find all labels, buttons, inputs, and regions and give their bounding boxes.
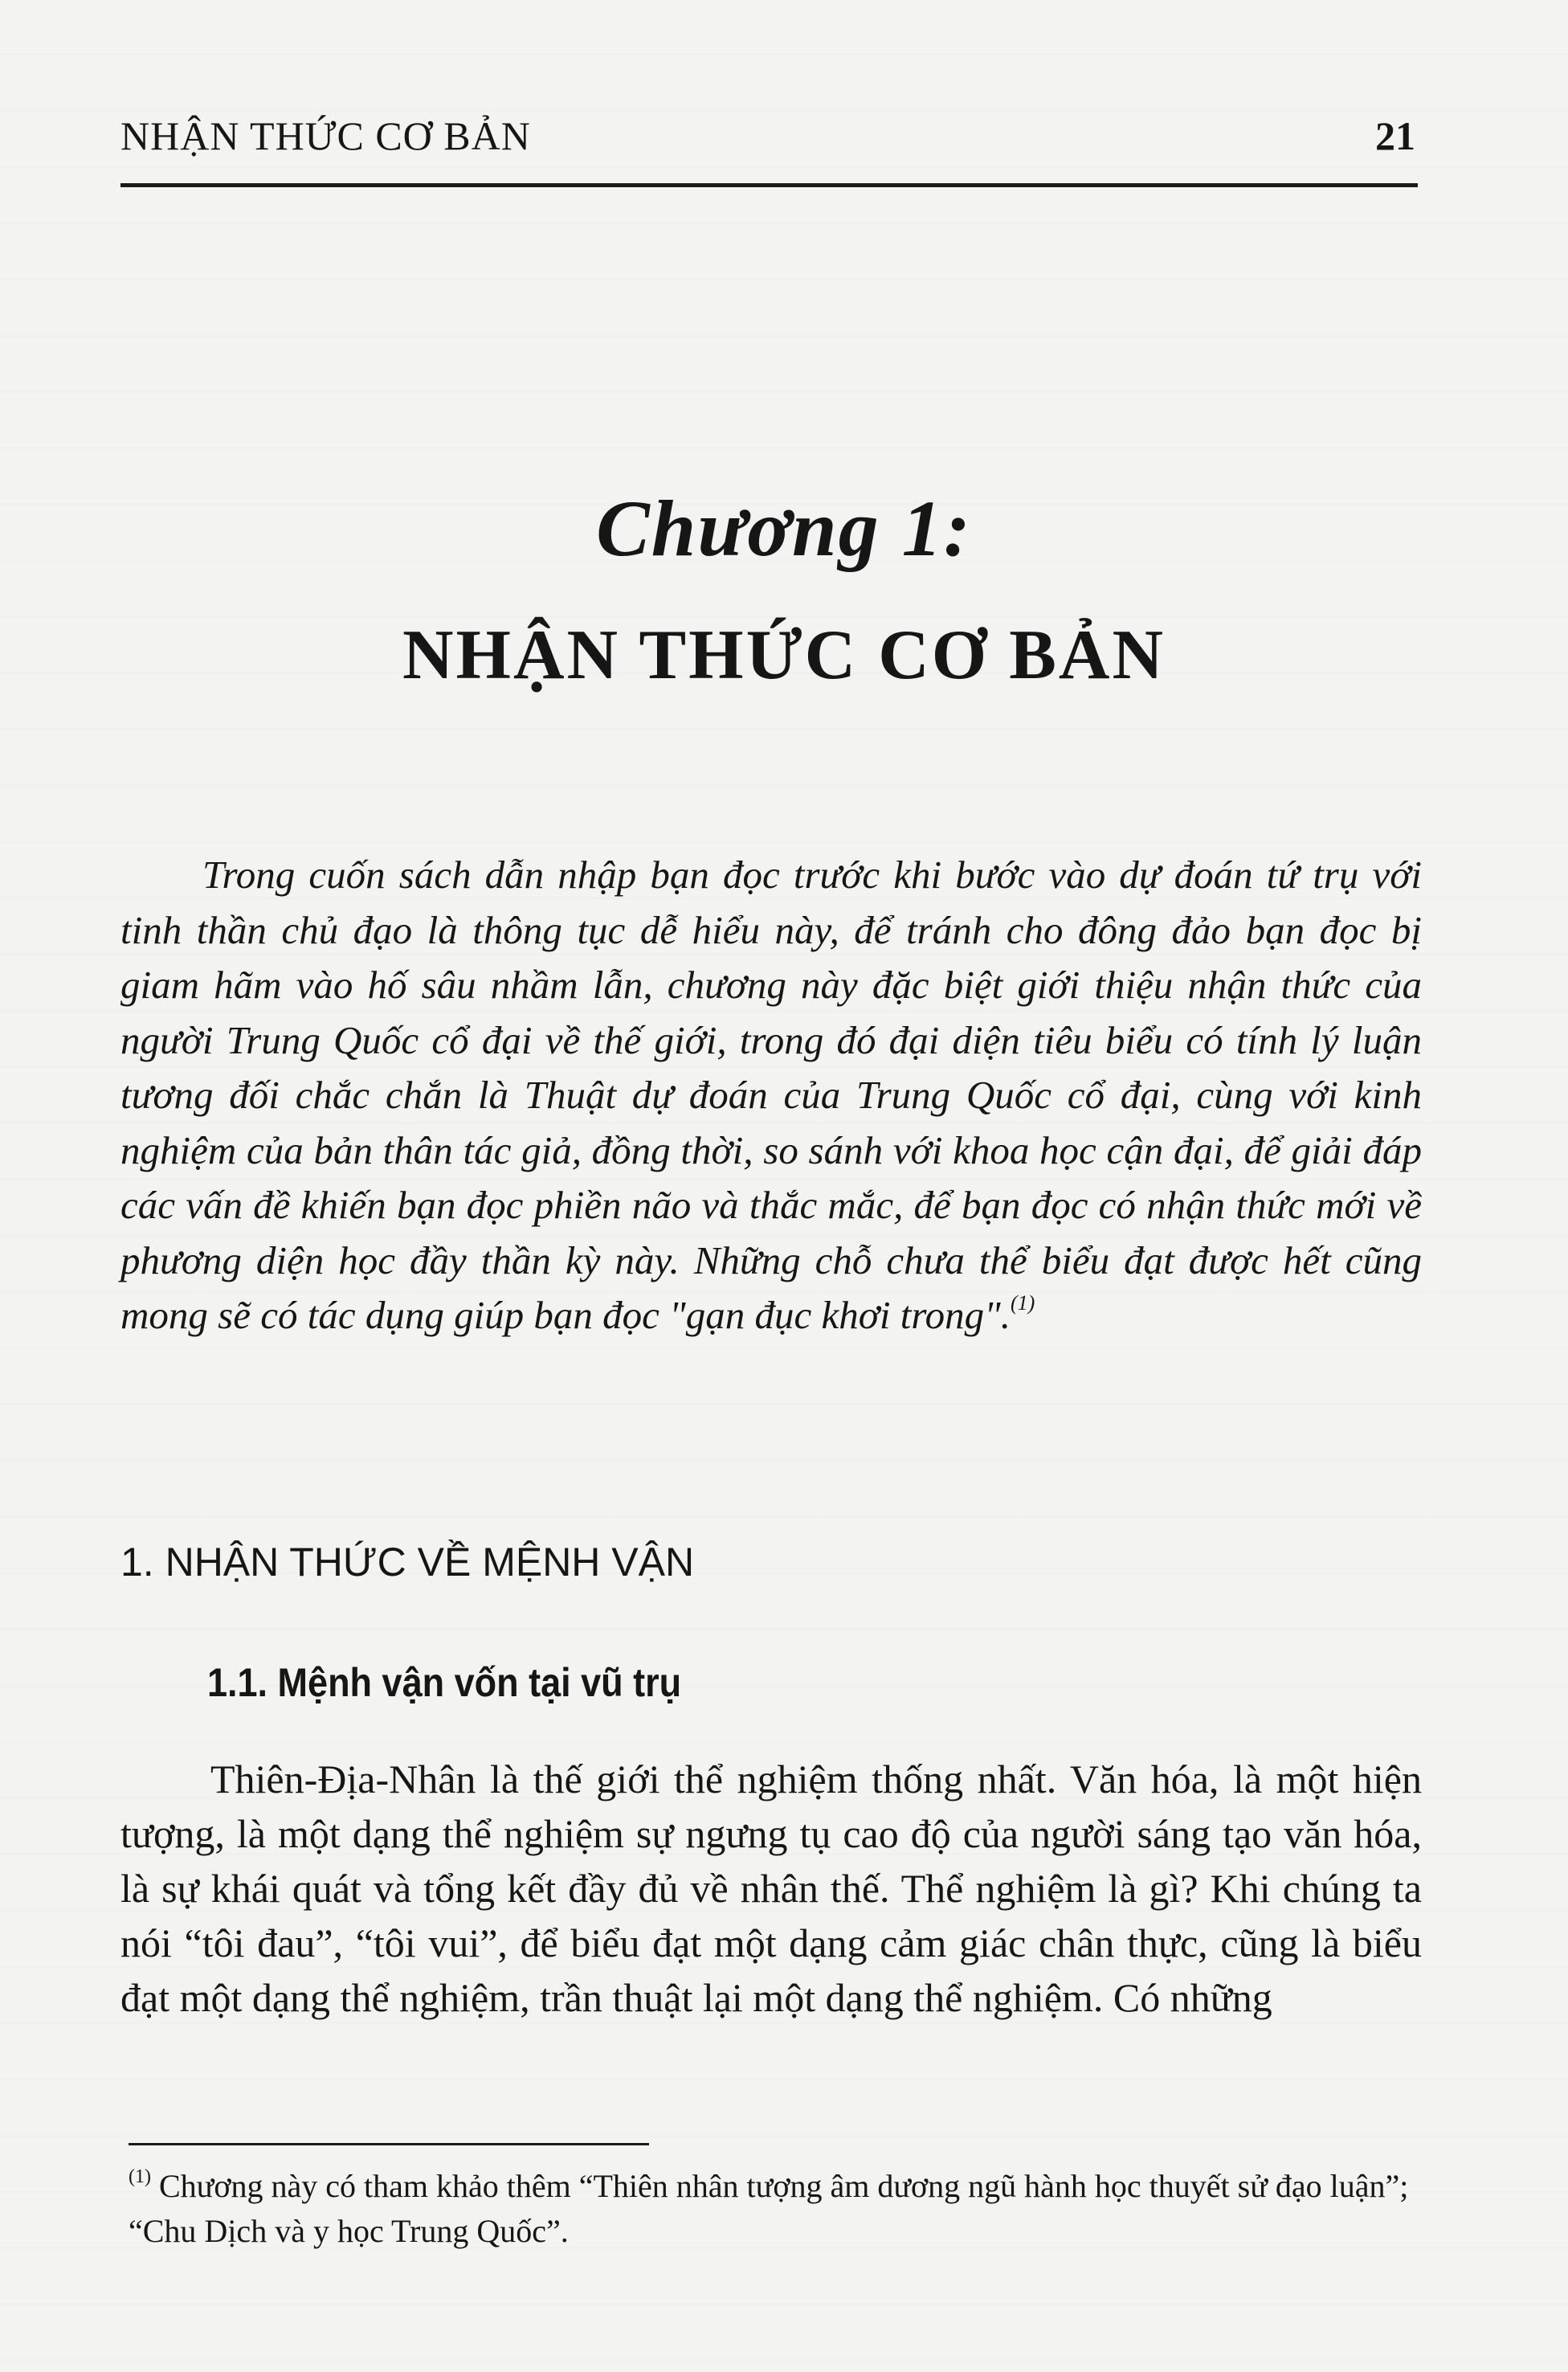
page-number: 21 — [1375, 113, 1415, 158]
footnote-marker: (1) — [129, 2165, 151, 2187]
header-rule — [120, 183, 1418, 187]
footnote-rule — [129, 2143, 649, 2145]
chapter-title: NHẬN THỨC CƠ BẢN — [402, 616, 1166, 694]
running-head-title: NHẬN THỨC CƠ BẢN — [120, 113, 531, 158]
body-paragraph: Thiên-Địa-Nhân là thế giới thể nghiệm thống nhất. Văn hóa, là một hiện tượng, là một dạng thể nghiệm sự ngưng tụ cao độ của người sáng tạo văn hóa, là sự khái quát và tổng kết đầy đủ về nhân thế. Thể nghiệm là gì? Khi chúng ta nói “tôi đau”, “tôi vui”, để biểu đạt một dạng cảm giác chân thực, cũng là biểu đạt một dạng thể nghiệm, trần thuật lại một dạng thể nghiệm. Có những — [120, 1757, 1422, 2020]
intro-text: Trong cuốn sách dẫn nhập bạn đọc trước khi bước vào dự đoán tứ trụ với tinh thần chủ đạo là thông tục dễ hiểu này, để tránh cho đông đảo bạn đọc bị giam hãm vào hố sâu nhầm lẫn, chương này đặc biệt giới thiệu nhận thức của người Trung Quốc cổ đại về thế giới, trong đó đại diện tiêu biểu có tính lý luận tương đối chắc chắn là Thuật dự đoán của Trung Quốc cổ đại, cùng với kinh nghiệm của bản thân tác giả, đồng thời, so sánh với khoa học cận đại, để giải đáp các vấn đề khiến bạn đọc phiền não và thắc mắc, để bạn đọc có nhận thức mới về phương diện học đầy thần kỳ này. Những chỗ chưa thể biểu đạt được hết cũng mong sẽ có tác dụng giúp bạn đọc "gạn đục khơi trong". — [120, 853, 1422, 1337]
chapter-intro — [120, 848, 1422, 1343]
footnote-reference: (1) — [1010, 1290, 1035, 1315]
footnote — [129, 2164, 1422, 2254]
subsection-heading: 1.1. Mệnh vận vốn tại vũ trụ — [207, 1660, 682, 1705]
chapter-label: Chương 1: — [596, 484, 972, 573]
section-heading: 1. NHẬN THỨC VỀ MỆNH VẬN — [120, 1540, 695, 1585]
footnote-text: Chương này có tham khảo thêm “Thiên nhân tượng âm dương ngũ hành học thuyết sử đạo luận”; “Chu Dịch và y học Trung Quốc”. — [129, 2168, 1409, 2249]
